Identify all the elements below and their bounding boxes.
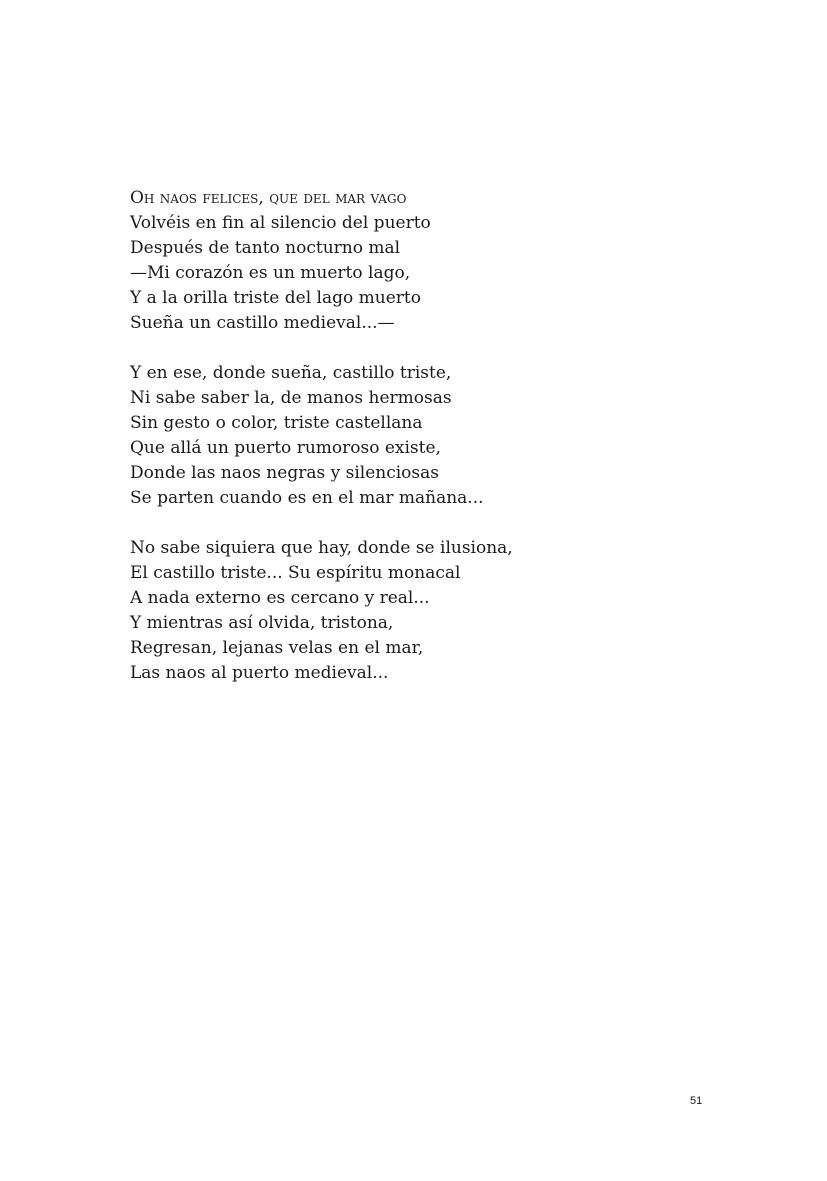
poem-line: Ni sabe saber la, de manos hermosas: [130, 388, 452, 408]
poem: [130, 186, 730, 711]
poem-line: El castillo triste... Su espíritu monacal: [130, 563, 461, 583]
poem-line: Que allá un puerto rumoroso existe,: [130, 438, 441, 458]
poem-line: Regresan, lejanas velas en el mar,: [130, 638, 424, 658]
stanza-2: [130, 361, 730, 511]
poem-line: Después de tanto nocturno mal: [130, 238, 401, 258]
poem-line: Las naos al puerto medieval...: [130, 663, 389, 683]
poem-line: Sueña un castillo medieval...—: [130, 313, 395, 333]
poem-line: Sin gesto o color, triste castellana: [130, 413, 423, 433]
poem-line: Volvéis en fin al silencio del puerto: [130, 213, 431, 233]
poem-line: Y a la orilla triste del lago muerto: [130, 288, 421, 308]
poem-line: Oh naos felices, que del mar vago: [130, 188, 407, 208]
poem-line: Y en ese, donde sueña, castillo triste,: [130, 363, 452, 383]
poem-line: Y mientras así olvida, tristona,: [130, 613, 394, 633]
stanza-3: [130, 536, 730, 686]
poem-line: Donde las naos negras y silenciosas: [130, 463, 439, 483]
poem-line: A nada externo es cercano y real...: [130, 588, 430, 608]
stanza-1: [130, 186, 730, 336]
poem-line: No sabe siquiera que hay, donde se ilusiona,: [130, 538, 513, 558]
poem-line: Se parten cuando es en el mar mañana...: [130, 488, 484, 508]
poem-line: —Mi corazón es un muerto lago,: [130, 263, 411, 283]
page-number: 51: [690, 1095, 703, 1107]
